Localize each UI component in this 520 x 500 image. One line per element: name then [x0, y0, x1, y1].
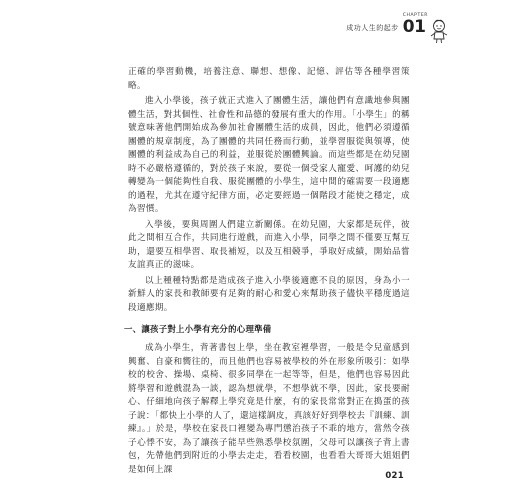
paragraph: 正確的學習動機，培養注意、聯想、想像、記憶、評估等各種學習策略。	[128, 67, 410, 91]
chapter-title: 成功人生的起步	[346, 23, 399, 32]
body-text	[124, 66, 410, 479]
paragraph: 以上種種特點都是造成孩子進入小學後適應不良的原因，身為小一新鮮人的家長和教師要有足夠的耐心和愛心來幫助孩子儘快平穩度過這段適應期。	[128, 275, 410, 313]
chapter-marker	[403, 14, 428, 36]
paragraph: 成為小學生，背著書包上學，坐在教室裡學習，一般是令兒童感到興奮、自豪和嚮往的，而且他們也容易被學校的外在形象所吸引：如學校的校舍、操場、桌椅、很多同學在一起等等，但是，他們也容易因此將學習和遊戲混為一談，認為想就學，不想學就不學，因此，家長要耐心、仔細地向孩子解釋上學究竟是什麼，有的家長常常對正在搗蛋的孩子說：「都快上小學的人了，還這樣調皮，真該好好到學校去『訓練、訓練』。」於是，學校在家長口裡變為專門懲治孩子不乖的地方，當然令孩子心悸不安，為了讓孩子能早些熟悉學校氛圍，父母可以讓孩子背上書包，先帶他們到附近的小學去走走，看看校園，也看看大哥哥大姐姐們是如何上課	[128, 343, 410, 475]
page-number: 021	[385, 471, 404, 481]
paragraph: 進入小學後，孩子就正式進入了團體生活，讓他們有意識地參與團體生活，對其個性、社會性和品德的發展有重大的作用。「小學生」的稱號意味著他們開始成為參加社會團體生活的成員，因此，他們必須遵循團體的規章制度，為了團體的共同任務而行動，並學習服從與領導，使團體的利益成為自己的利益，並服從於團體興論。而這些都是在幼兒園時不必嚴格遵循的，對於孩子來說，要從一個受家人寵愛、呵護的幼兒轉變為一個能夠性自我、服從團體的小學生，這中間的確需要一段適應的過程，尤其在遵守紀律方面，必定要經過一個階段才能使之穩定，成為習慣。	[128, 96, 410, 214]
paragraph: 入學後，要與周圍人們建立新關係。在幼兒園，大家都是玩伴，彼此之間相互合作，共同進行遊戲，而進入小學，同學之間不僅要互幫互助，還要互相學習、取長補短，以及互相競爭，爭取好成績，開始品嘗友誼真正的滋味。	[128, 219, 410, 270]
chapter-label: CHAPTER	[402, 13, 428, 18]
chapter-number: 01	[402, 16, 426, 37]
cartoon-child-icon	[428, 18, 450, 44]
running-header	[346, 14, 428, 36]
section-heading: 一、讓孩子對上小學有充分的心理準備	[124, 324, 272, 334]
